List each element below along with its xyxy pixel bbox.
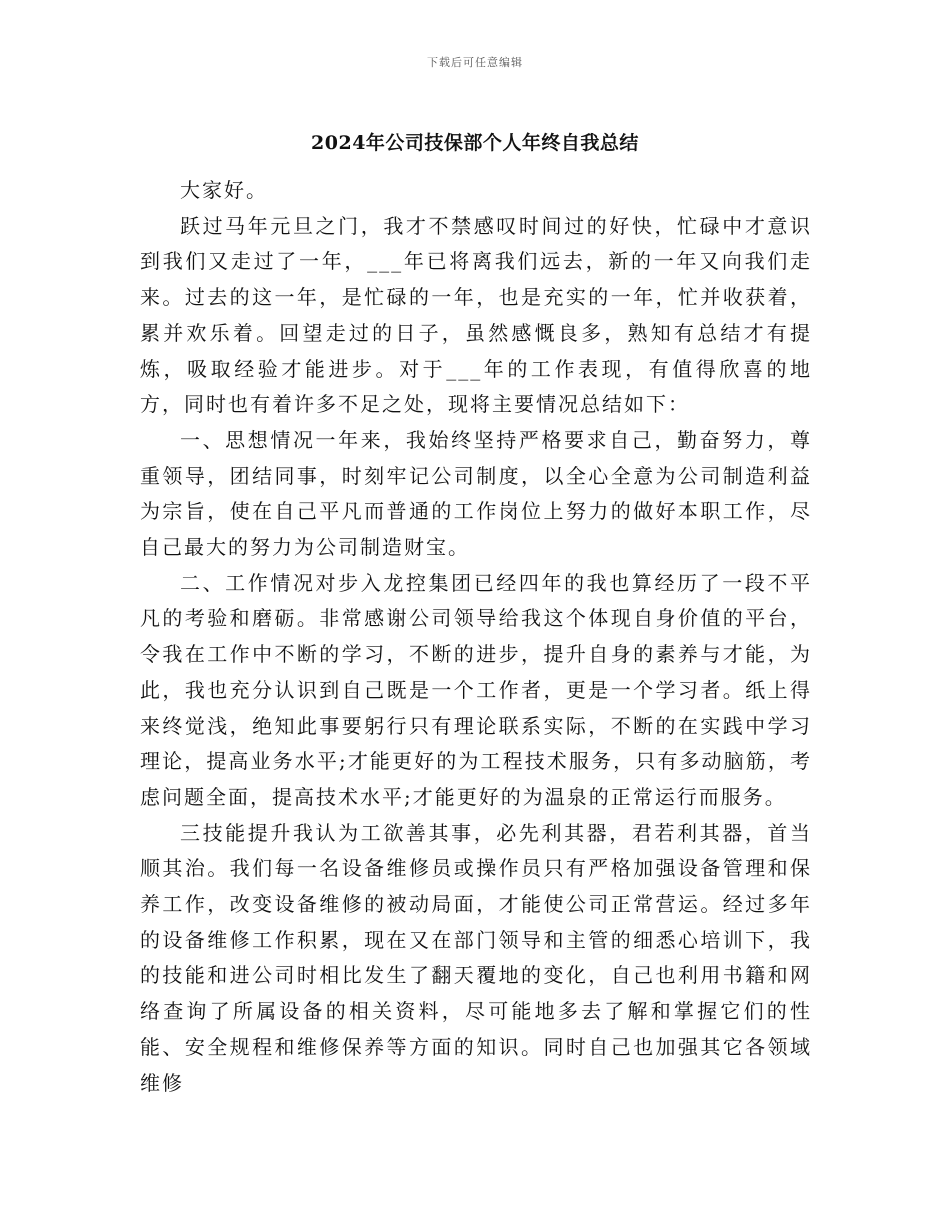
section-thought-paragraph: 一、思想情况一年来，我始终坚持严格要求自己，勤奋努力，尊重领导，团结同事，时刻牢记公司制度，以全心全意为公司制造利益为宗旨，使在自己平凡而普通的工作岗位上努力的做好本职工作，尽自己最大的努力为公司制造财宝。	[140, 427, 812, 560]
document-title: 2024年公司技保部个人年终自我总结	[311, 132, 639, 154]
greeting-paragraph: 大家好。	[180, 178, 268, 202]
section-work-paragraph: 二、工作情况对步入龙控集团已经四年的我也算经历了一段不平凡的考验和磨砺。非常感谢公司领导给我这个体现自身价值的平台，令我在工作中不断的学习，不断的进步，提升自身的素养与才能，为此，我也充分认识到自己既是一个工作者，更是一个学习者。纸上得来终觉浅，绝知此事要躬行只有理论联系实际，不断的在实践中学习理论，提高业务水平;才能更好的为工程技术服务，只有多动脑筋，考虑问题全面，提高技术水平;才能更好的为温泉的正常运行而服务。	[140, 570, 812, 809]
intro-paragraph: 跃过马年元旦之门，我才不禁感叹时间过的好快，忙碌中才意识到我们又走过了一年，___年已将离我们远去，新的一年又向我们走来。过去的这一年，是忙碌的一年，也是充实的一年，忙并收获着，累并欢乐着。回望走过的日子，虽然感慨良多，熟知有总结才有提炼，吸取经验才能进步。对于___年的工作表现，有值得欣喜的地方，同时也有着许多不足之处，现将主要情况总结如下：	[140, 213, 812, 417]
page-header-note: 下载后可任意编辑	[427, 56, 523, 69]
document-body	[140, 173, 812, 1101]
section-skills-paragraph: 三技能提升我认为工欲善其事，必先利其器，君若利其器，首当顺其治。我们每一名设备维修员或操作员只有严格加强设备管理和保养工作，改变设备维修的被动局面，才能使公司正常营运。经过多年的设备维修工作积累，现在又在部门领导和主管的细悉心培训下，我的技能和进公司时相比发生了翻天覆地的变化，自己也利用书籍和网络查询了所属设备的相关资料，尽可能地多去了解和掌握它们的性能、安全规程和维修保养等方面的知识。同时自己也加强其它各领域维修	[140, 820, 812, 1095]
